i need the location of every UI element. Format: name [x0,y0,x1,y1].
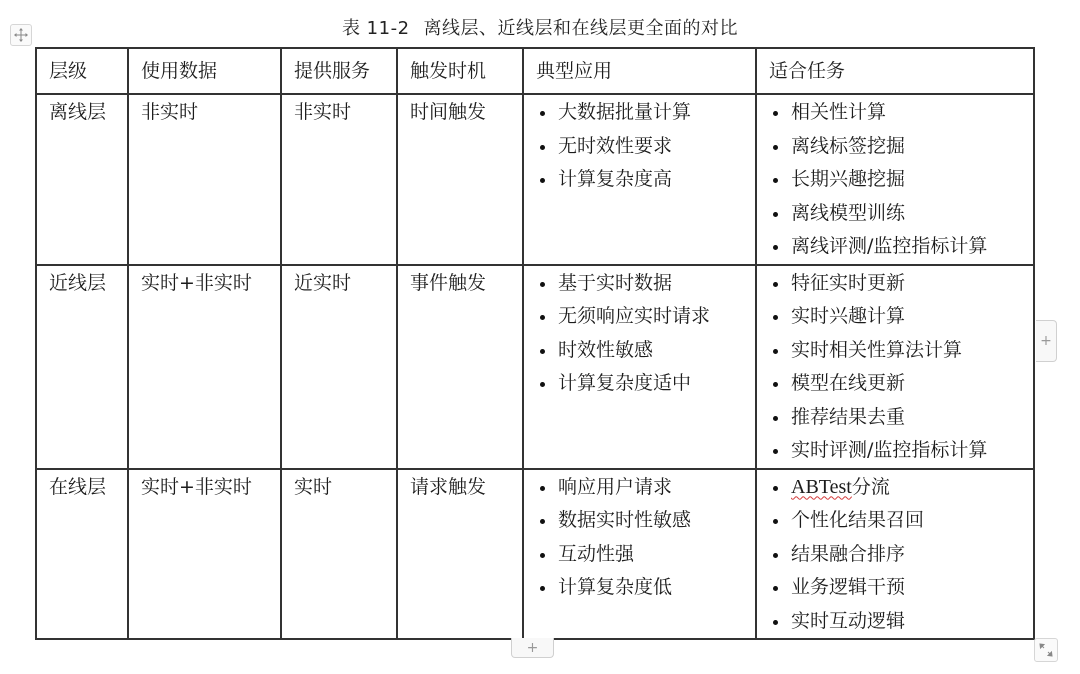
list-item: 计算复杂度低 [536,571,755,605]
cell-layer[interactable]: 在线层 [36,469,128,640]
cell-tasks[interactable] [756,469,1034,640]
list-item: ABTest分流 [769,471,1033,505]
header-applications[interactable]: 典型应用 [523,48,756,94]
list-item: 相关性计算 [769,96,1033,130]
list-item: 响应用户请求 [536,471,755,505]
table-row-online [36,469,1034,640]
list-item: 时效性敏感 [536,334,755,368]
plus-icon: + [526,639,539,656]
header-tasks[interactable]: 适合任务 [756,48,1034,94]
list-item: 特征实时更新 [769,267,1033,301]
tasks-list [769,96,1033,264]
cell-trigger[interactable]: 请求触发 [397,469,523,640]
cell-data-used[interactable]: 非实时 [128,94,281,265]
list-item: 个性化结果召回 [769,504,1033,538]
resize-diagonal-icon [1038,642,1054,658]
list-item: 无须响应实时请求 [536,300,755,334]
cell-service[interactable]: 实时 [281,469,397,640]
tasks-list [769,267,1033,468]
cell-tasks[interactable] [756,94,1034,265]
list-item: 长期兴趣挖掘 [769,163,1033,197]
list-item: 结果融合排序 [769,538,1033,572]
list-item: 推荐结果去重 [769,401,1033,435]
applications-list [536,96,755,197]
caption-number: 表 11-2 [341,18,410,39]
list-item: 业务逻辑干预 [769,571,1033,605]
cell-applications[interactable] [523,94,756,265]
cell-trigger[interactable]: 时间触发 [397,94,523,265]
list-item: 计算复杂度适中 [536,367,755,401]
list-item: 模型在线更新 [769,367,1033,401]
list-item: 实时互动逻辑 [769,605,1033,639]
cell-layer[interactable]: 近线层 [36,265,128,469]
list-item: 离线标签挖掘 [769,130,1033,164]
table-row-nearline [36,265,1034,469]
add-column-button[interactable] [1036,320,1057,362]
table-caption [0,14,1080,40]
applications-list [536,471,755,605]
list-item: 计算复杂度高 [536,163,755,197]
table-row-offline [36,94,1034,265]
comparison-table [35,47,1035,640]
spellcheck-flagged-word[interactable]: ABTest [791,475,852,498]
header-data-used[interactable]: 使用数据 [128,48,281,94]
add-row-button[interactable] [511,638,554,658]
tasks-list [769,471,1033,639]
list-item: 大数据批量计算 [536,96,755,130]
list-item: 离线模型训练 [769,197,1033,231]
table-header-row [36,48,1034,94]
header-service[interactable]: 提供服务 [281,48,397,94]
cell-applications[interactable] [523,265,756,469]
list-item: 互动性强 [536,538,755,572]
cell-applications[interactable] [523,469,756,640]
plus-icon: + [1040,333,1052,349]
cell-layer[interactable]: 离线层 [36,94,128,265]
list-item: 实时相关性算法计算 [769,334,1033,368]
caption-title: 离线层、近线层和在线层更全面的对比 [423,18,739,39]
cell-trigger[interactable]: 事件触发 [397,265,523,469]
header-layer[interactable]: 层级 [36,48,128,94]
list-item: 数据实时性敏感 [536,504,755,538]
cell-data-used[interactable]: 实时+非实时 [128,469,281,640]
cell-service[interactable]: 近实时 [281,265,397,469]
list-item: 基于实时数据 [536,267,755,301]
list-item: 实时评测/监控指标计算 [769,434,1033,468]
table-resize-handle[interactable] [1034,638,1058,662]
header-trigger[interactable]: 触发时机 [397,48,523,94]
cell-tasks[interactable] [756,265,1034,469]
cell-data-used[interactable]: 实时+非实时 [128,265,281,469]
cell-service[interactable]: 非实时 [281,94,397,265]
applications-list [536,267,755,401]
list-item: 无时效性要求 [536,130,755,164]
list-item: 离线评测/监控指标计算 [769,230,1033,264]
list-item: 实时兴趣计算 [769,300,1033,334]
